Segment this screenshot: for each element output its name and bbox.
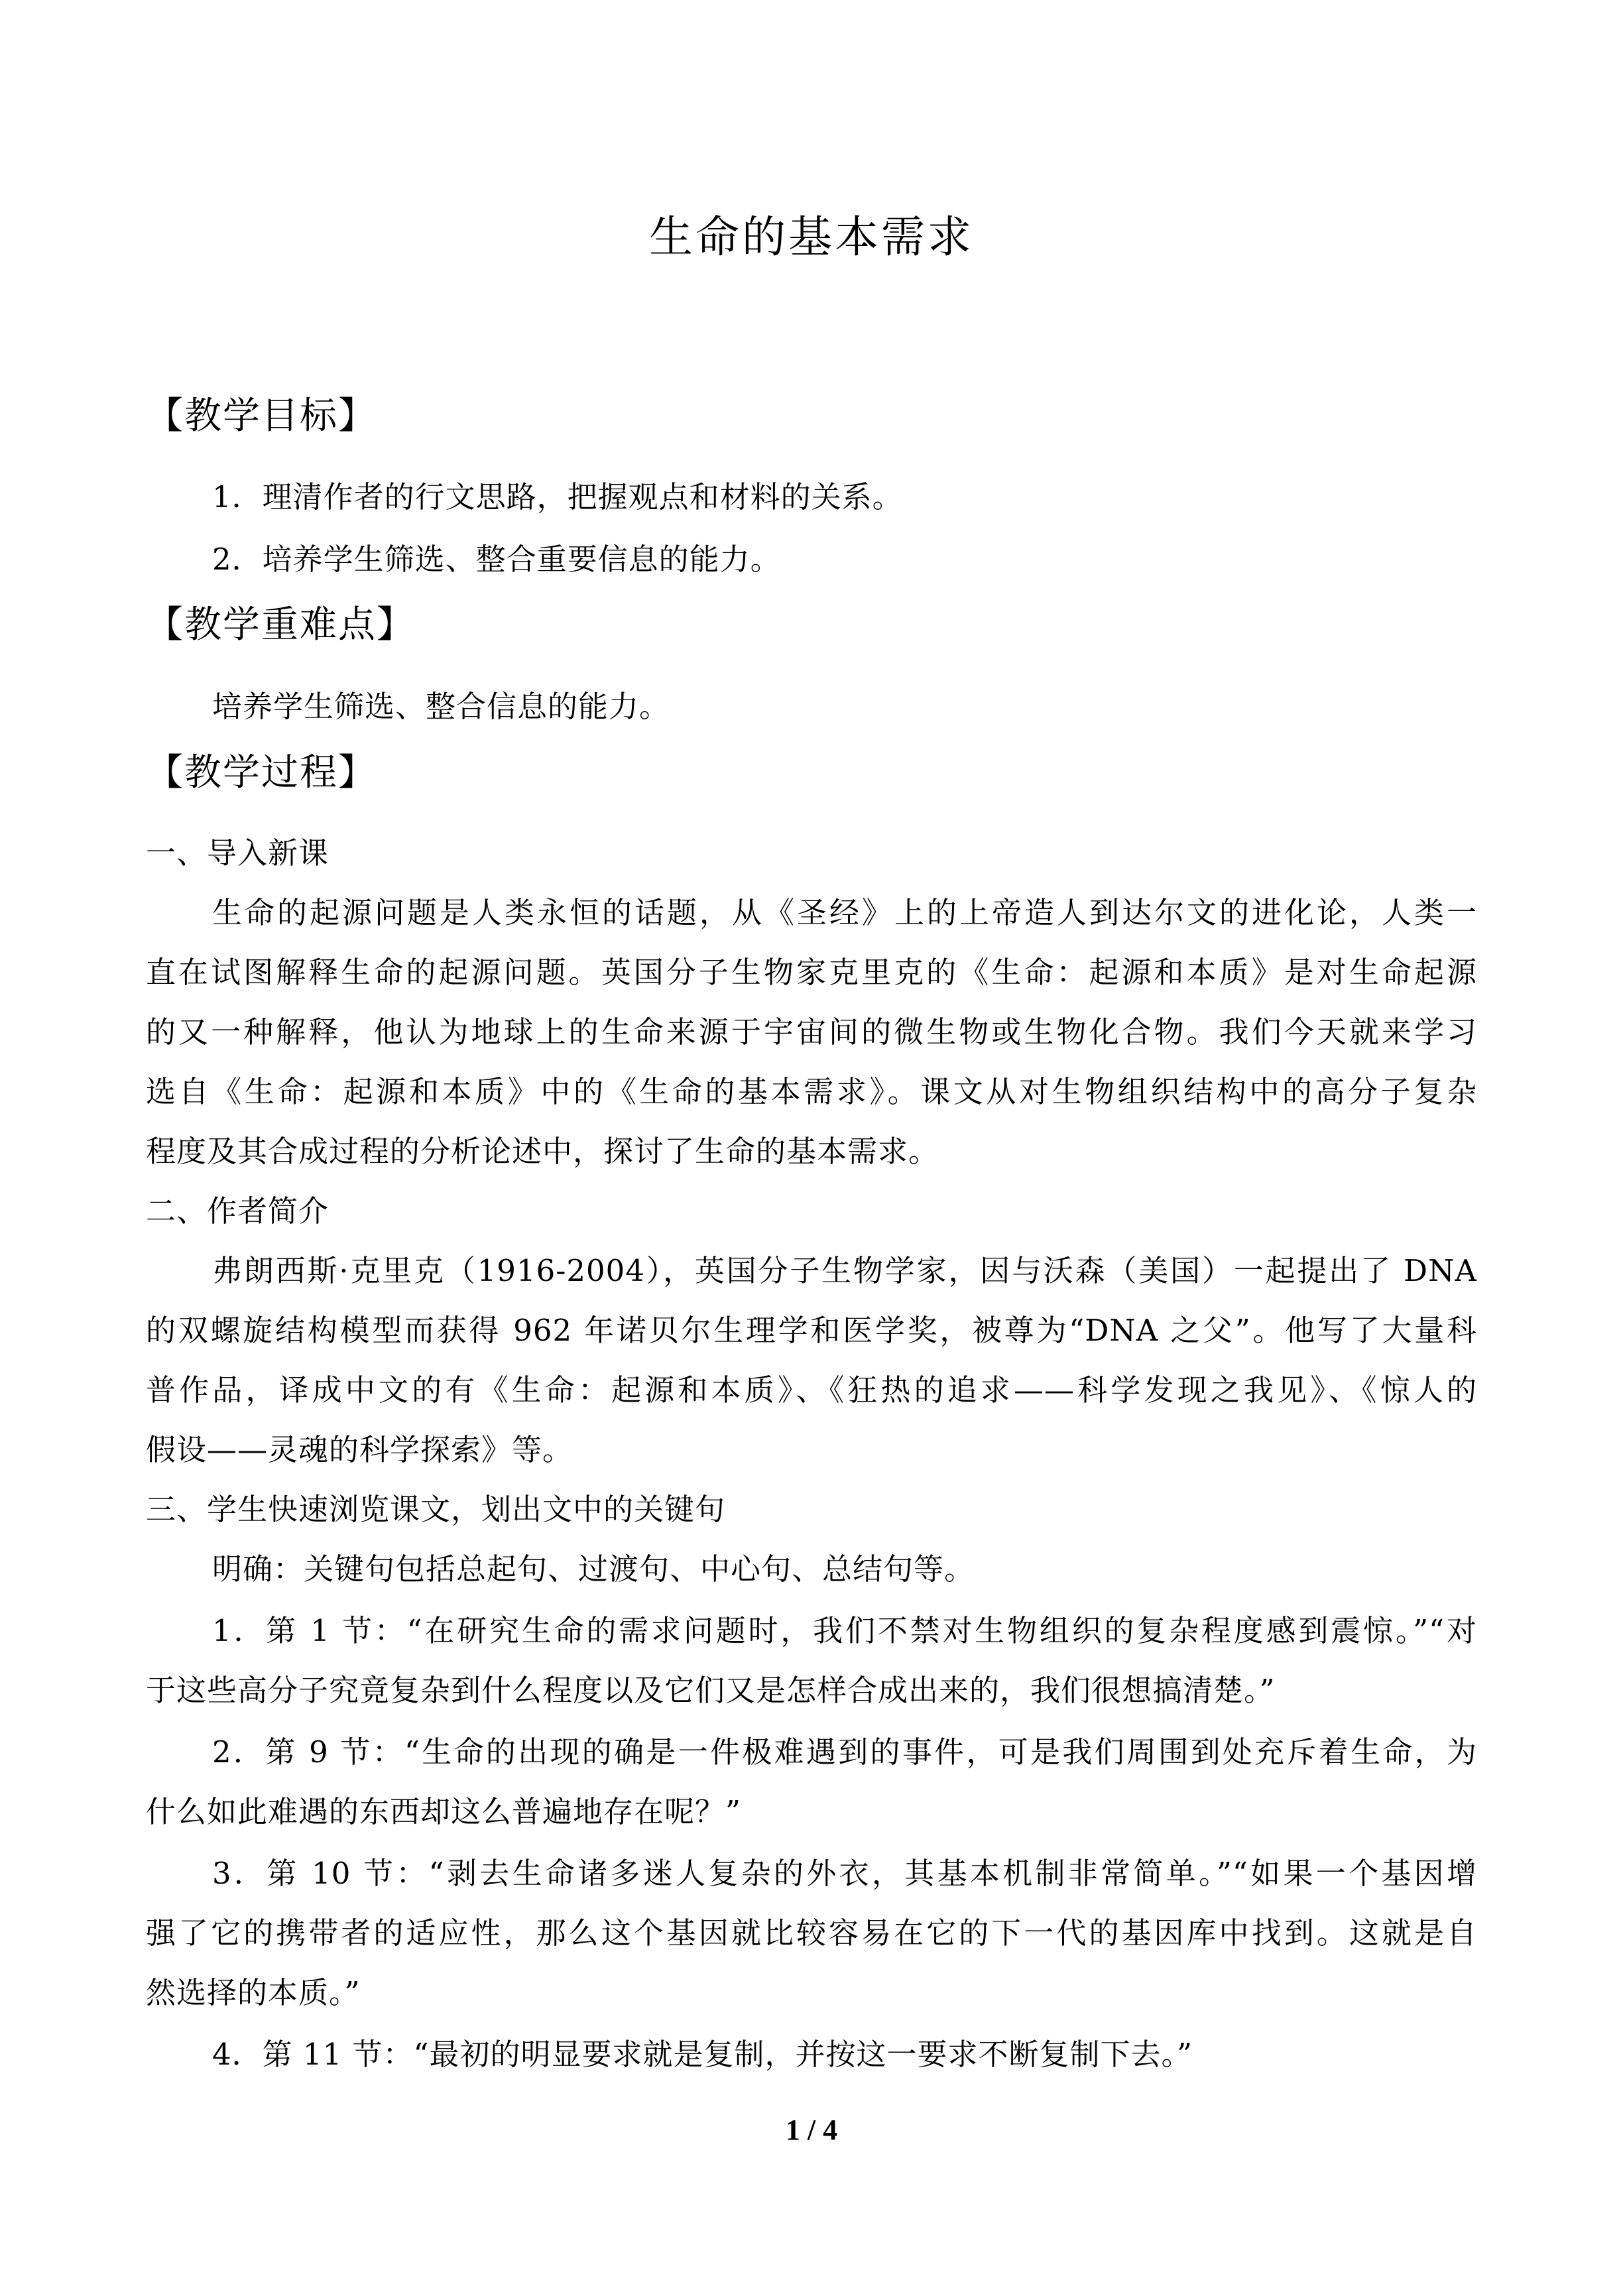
paragraph-line: 于这些高分子究竟复杂到什么程度以及它们又是怎样合成出来的，我们很想搞清楚。” — [146, 1673, 1276, 1708]
paragraph-line: 1．第 1 节：“在研究生命的需求问题时，我们不禁对生物组织的复杂程度感到震惊。”“对 — [212, 1613, 1477, 1648]
paragraph-line: 弗朗西斯·克里克（1916-2004），英国分子生物学家，因与沃森（美国）一起提出了 DNA — [212, 1253, 1477, 1288]
paragraph-line: 程度及其合成过程的分析论述中，探讨了生命的基本需求。 — [146, 1134, 939, 1169]
paragraph-line: 明确：关键句包括总起句、过渡句、中心句、总结句等。 — [212, 1551, 975, 1587]
goal-item: 2．培养学生筛选、整合重要信息的能力。 — [212, 542, 781, 577]
paragraph-line: 假设——灵魂的科学探索》等。 — [146, 1432, 573, 1467]
paragraph-line: 然选择的本质。” — [146, 1975, 361, 2010]
paragraph-line: 2．第 9 节：“生命的出现的确是一件极难遇到的事件，可是我们周围到处充斥着生命，为 — [212, 1734, 1477, 1770]
process-heading: 【教学过程】 — [146, 751, 377, 794]
section-title: 三、学生快速浏览课文，划出文中的关键句 — [146, 1492, 726, 1527]
paragraph-line: 强了它的携带者的适应性，那么这个基因就比较容易在它的下一代的基因库中找到。这就是自 — [146, 1915, 1477, 1951]
paragraph-line: 的双螺旋结构模型而获得 962 年诺贝尔生理学和医学奖，被尊为“DNA 之父”。他写了大量科 — [146, 1313, 1477, 1348]
paragraph-line: 3．第 10 节：“剥去生命诸多迷人复杂的外衣，其基本机制非常简单。”“如果一个基因增 — [212, 1856, 1477, 1891]
section-title: 一、导入新课 — [146, 835, 330, 871]
key-points-heading: 【教学重难点】 — [146, 603, 415, 646]
paragraph-line: 选自《生命：起源和本质》中的《生命的基本需求》。课文从对生物组织结构中的高分子复杂 — [146, 1074, 1477, 1109]
paragraph-line: 直在试图解释生命的起源问题。英国分子生物家克里克的《生命：起源和本质》是对生命起源 — [146, 955, 1477, 990]
goals-heading: 【教学目标】 — [146, 394, 377, 438]
paragraph-line: 普作品，译成中文的有《生命：起源和本质》、《狂热的追求——科学发现之我见》、《惊人的 — [146, 1372, 1477, 1408]
paragraph-line: 4．第 11 节：“最初的明显要求就是复制，并按这一要求不断复制下去。” — [212, 2037, 1193, 2072]
key-points-text: 培养学生筛选、整合信息的能力。 — [212, 689, 670, 724]
goal-item: 1．理清作者的行文思路，把握观点和材料的关系。 — [212, 479, 903, 514]
page-number: 1 / 4 — [785, 2114, 838, 2146]
paragraph-line: 什么如此难遇的东西却这么普遍地存在呢？” — [146, 1794, 742, 1829]
page-title: 生命的基本需求 — [649, 211, 974, 263]
section-title: 二、作者简介 — [146, 1193, 330, 1229]
paragraph-line: 的又一种解释，他认为地球上的生命来源于宇宙间的微生物或生物化合物。我们今天就来学习 — [146, 1014, 1477, 1050]
paragraph-line: 生命的起源问题是人类永恒的话题，从《圣经》上的上帝造人到达尔文的进化论，人类一 — [212, 895, 1477, 930]
